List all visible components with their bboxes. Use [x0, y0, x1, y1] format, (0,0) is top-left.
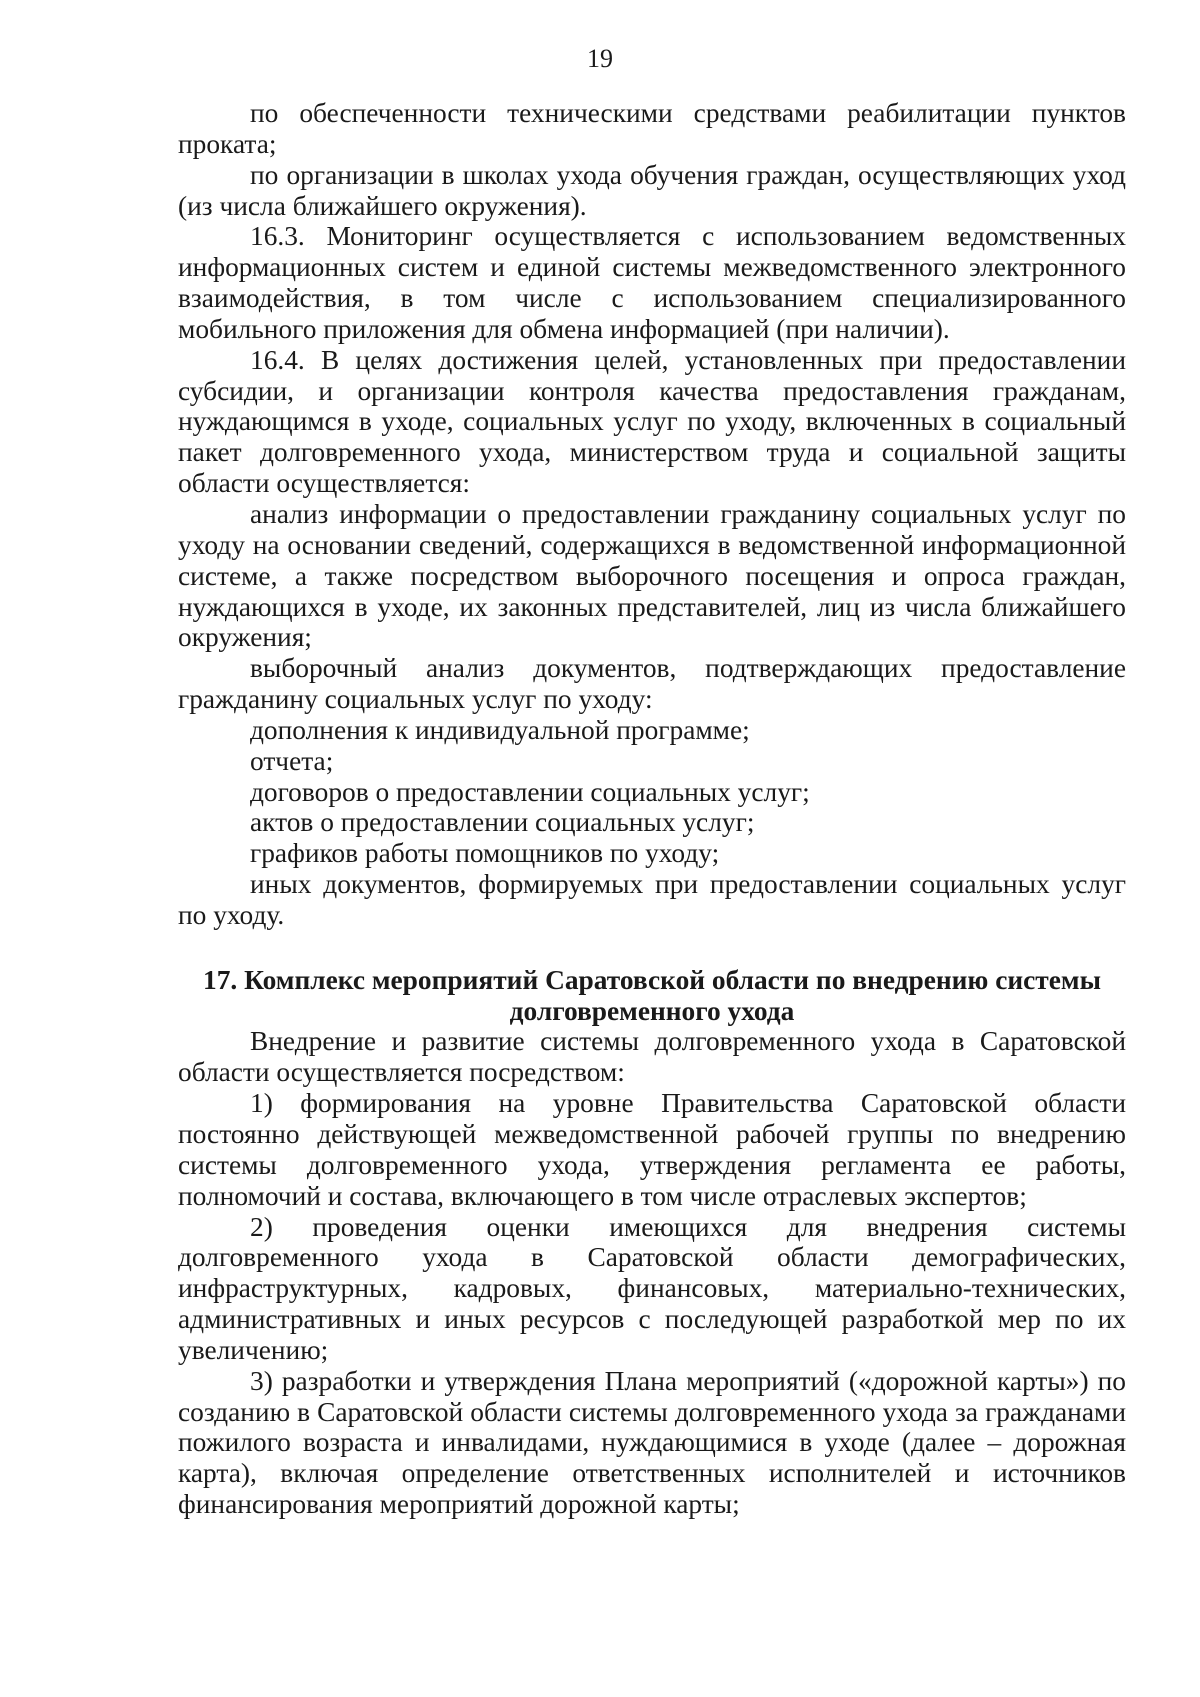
section-17-heading-line2: долговременного ухода [509, 995, 795, 1026]
paragraph-16-4: 16.4. В целях достижения целей, установленных при предоставлении субсидии, и организации контроля качества предоставления гражданам, нуждающимся в уходе, социальных услуг по уходу, включенных в социальный пакет долговременного ухода, министерством труда и социальной защиты области осуществляется: [178, 344, 1126, 499]
list-item: актов о предоставлении социальных услуг; [250, 807, 755, 838]
section-17-heading [178, 965, 1126, 1027]
document-body [178, 98, 1126, 1520]
list-item: отчета; [250, 745, 334, 776]
list-item: графиков работы помощников по уходу; [250, 838, 720, 869]
list-item: иных документов, формируемых при предоставлении социальных услуг по уходу. [178, 869, 1126, 930]
paragraph-implementation-intro: Внедрение и развитие системы долговременного ухода в Саратовской области осуществляется посредством: [178, 1026, 1126, 1088]
paragraph-item-2: 2) проведения оценки имеющихся для внедрения системы долговременного ухода в Саратовской области демографических, инфраструктурных, кадровых, финансовых, материально-технических, административных и иных ресурсов с последующей разработкой мер по их увеличению; [178, 1211, 1126, 1365]
page-number: 19 [587, 44, 613, 73]
paragraph-rehab-rental: по обеспеченности техническими средствами реабилитации пунктов проката; [178, 98, 1126, 159]
paragraph-item-3: 3) разработки и утверждения Плана мероприятий («дорожной карты») по созданию в Саратовской области системы долговременного ухода за гражданами пожилого возраста и инвалидами, нуждающимися в уходе (далее – дорожная карта), включая определение ответственных исполнителей и источников финансирования мероприятий дорожной карты; [178, 1365, 1126, 1520]
list-item: дополнения к индивидуальной программе; [250, 714, 750, 745]
paragraph-16-3: 16.3. Мониторинг осуществляется с использованием ведомственных информационных систем и единой системы межведомственного электронного взаимодействия, в том числе с использованием специализированного мобильного приложения для обмена информацией (при наличии). [178, 221, 1126, 344]
paragraph-info-analysis: анализ информации о предоставлении гражданину социальных услуг по уходу на основании сведений, содержащихся в ведомственной информационной системе, а также посредством выборочного посещения и опроса граждан, нуждающихся в уходе, их законных представителей, лиц из числа ближайшего окружения; [178, 498, 1126, 653]
paragraph-document-analysis: выборочный анализ документов, подтверждающих предоставление гражданину социальных услуг по уходу: [178, 653, 1126, 715]
section-17-heading-line1: 17. Комплекс мероприятий Саратовской области по внедрению системы [203, 964, 1101, 995]
list-item: договоров о предоставлении социальных услуг; [250, 776, 810, 807]
paragraph-item-1: 1) формирования на уровне Правительства Саратовской области постоянно действующей межведомственной рабочей группы по внедрению системы долговременного ухода, утверждения регламента ее работы, полномочий и состава, включающего в том числе отраслевых экспертов; [178, 1088, 1126, 1211]
paragraph-care-schools: по организации в школах ухода обучения граждан, осуществляющих уход (из числа ближайшего окружения). [178, 159, 1126, 221]
